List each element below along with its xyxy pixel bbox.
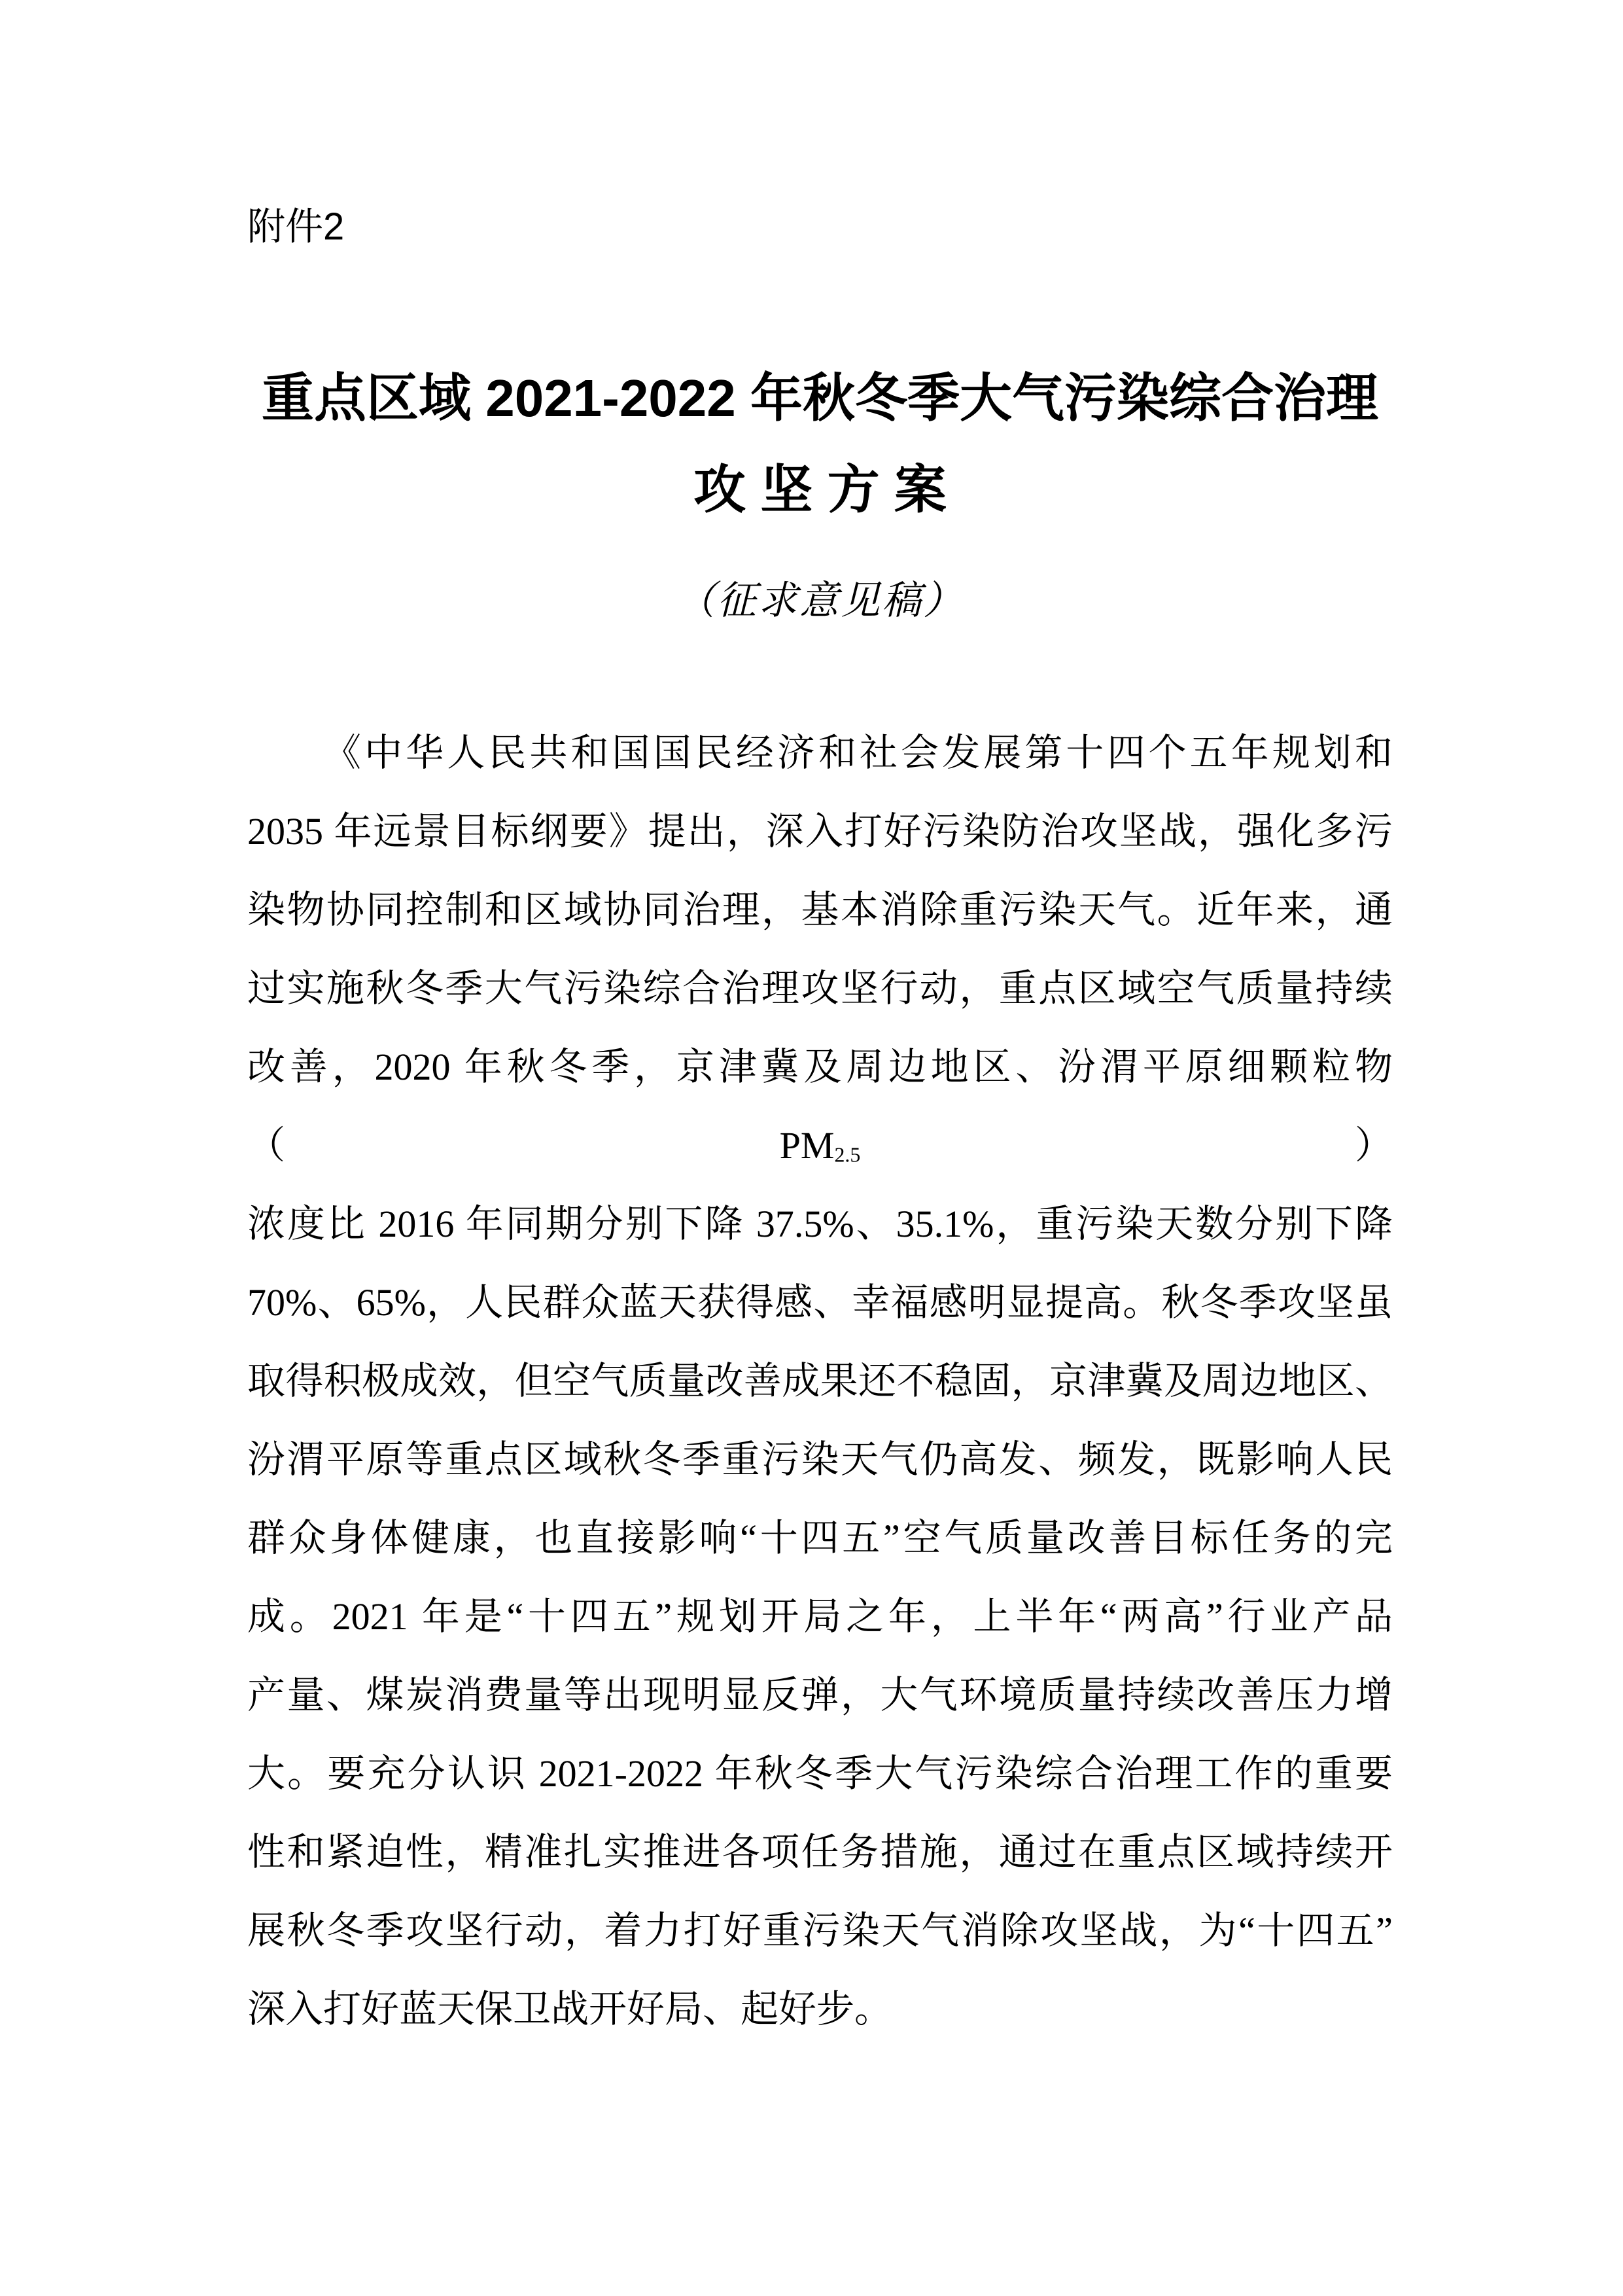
document-title-line-1: 重点区域 2021-2022 年秋冬季大气污染综合治理 bbox=[261, 369, 1379, 427]
body-paragraph bbox=[247, 714, 1393, 2049]
document-title-line-2: 攻 坚 方 案 bbox=[693, 461, 947, 519]
body-line: 深入打好蓝天保卫战开好局、起好步。 bbox=[247, 1987, 893, 2030]
body-line: 《中华人民共和国国民经济和社会发展第十四个五年规划和 bbox=[323, 731, 1393, 774]
document-subtitle: （征求意见稿） bbox=[676, 578, 964, 622]
attachment-label: 附件2 bbox=[247, 205, 345, 248]
body-line: 70%、65%，人民群众蓝天获得感、幸福感明显提高。秋冬季攻坚虽 bbox=[247, 1280, 1393, 1324]
document-title bbox=[247, 353, 1393, 536]
pm25-subscript: 2.5 bbox=[834, 1143, 861, 1167]
body-line: 浓度比 2016 年同期分别下降 37.5%、35.1%，重污染天数分别下降 bbox=[247, 1202, 1393, 1245]
body-line: 群众身体健康，也直接影响“十四五”空气质量改善目标任务的完 bbox=[247, 1516, 1393, 1559]
body-line: 染物协同控制和区域协同治理，基本消除重污染天气。近年来，通 bbox=[247, 888, 1393, 931]
body-line: 2035 年远景目标纲要》提出，深入打好污染防治攻坚战，强化多污 bbox=[247, 809, 1393, 853]
body-line: 过实施秋冬季大气污染综合治理攻坚行动，重点区域空气质量持续 bbox=[247, 966, 1393, 1010]
body-line: 展秋冬季攻坚行动，着力打好重污染天气消除攻坚战，为“十四五” bbox=[247, 1909, 1393, 1952]
body-line: 成。2021 年是“十四五”规划开局之年，上半年“两高”行业产品 bbox=[247, 1595, 1393, 1638]
body-line: 产量、煤炭消费量等出现明显反弹，大气环境质量持续改善压力增 bbox=[247, 1673, 1393, 1716]
body-line: 性和紧迫性，精准扎实推进各项任务措施，通过在重点区域持续开 bbox=[247, 1830, 1393, 1873]
body-line: 大。要充分认识 2021-2022 年秋冬季大气污染综合治理工作的重要 bbox=[247, 1752, 1393, 1795]
body-line: 取得积极成效，但空气质量改善成果还不稳固，京津冀及周边地区、 bbox=[247, 1359, 1393, 1402]
body-line: 汾渭平原等重点区域秋冬季重污染天气仍高发、频发，既影响人民 bbox=[247, 1438, 1393, 1481]
body-line: 改善，2020 年秋冬季，京津冀及周边地区、汾渭平原细颗粒物$(PM_{2.5})$ bbox=[247, 1045, 1393, 1167]
